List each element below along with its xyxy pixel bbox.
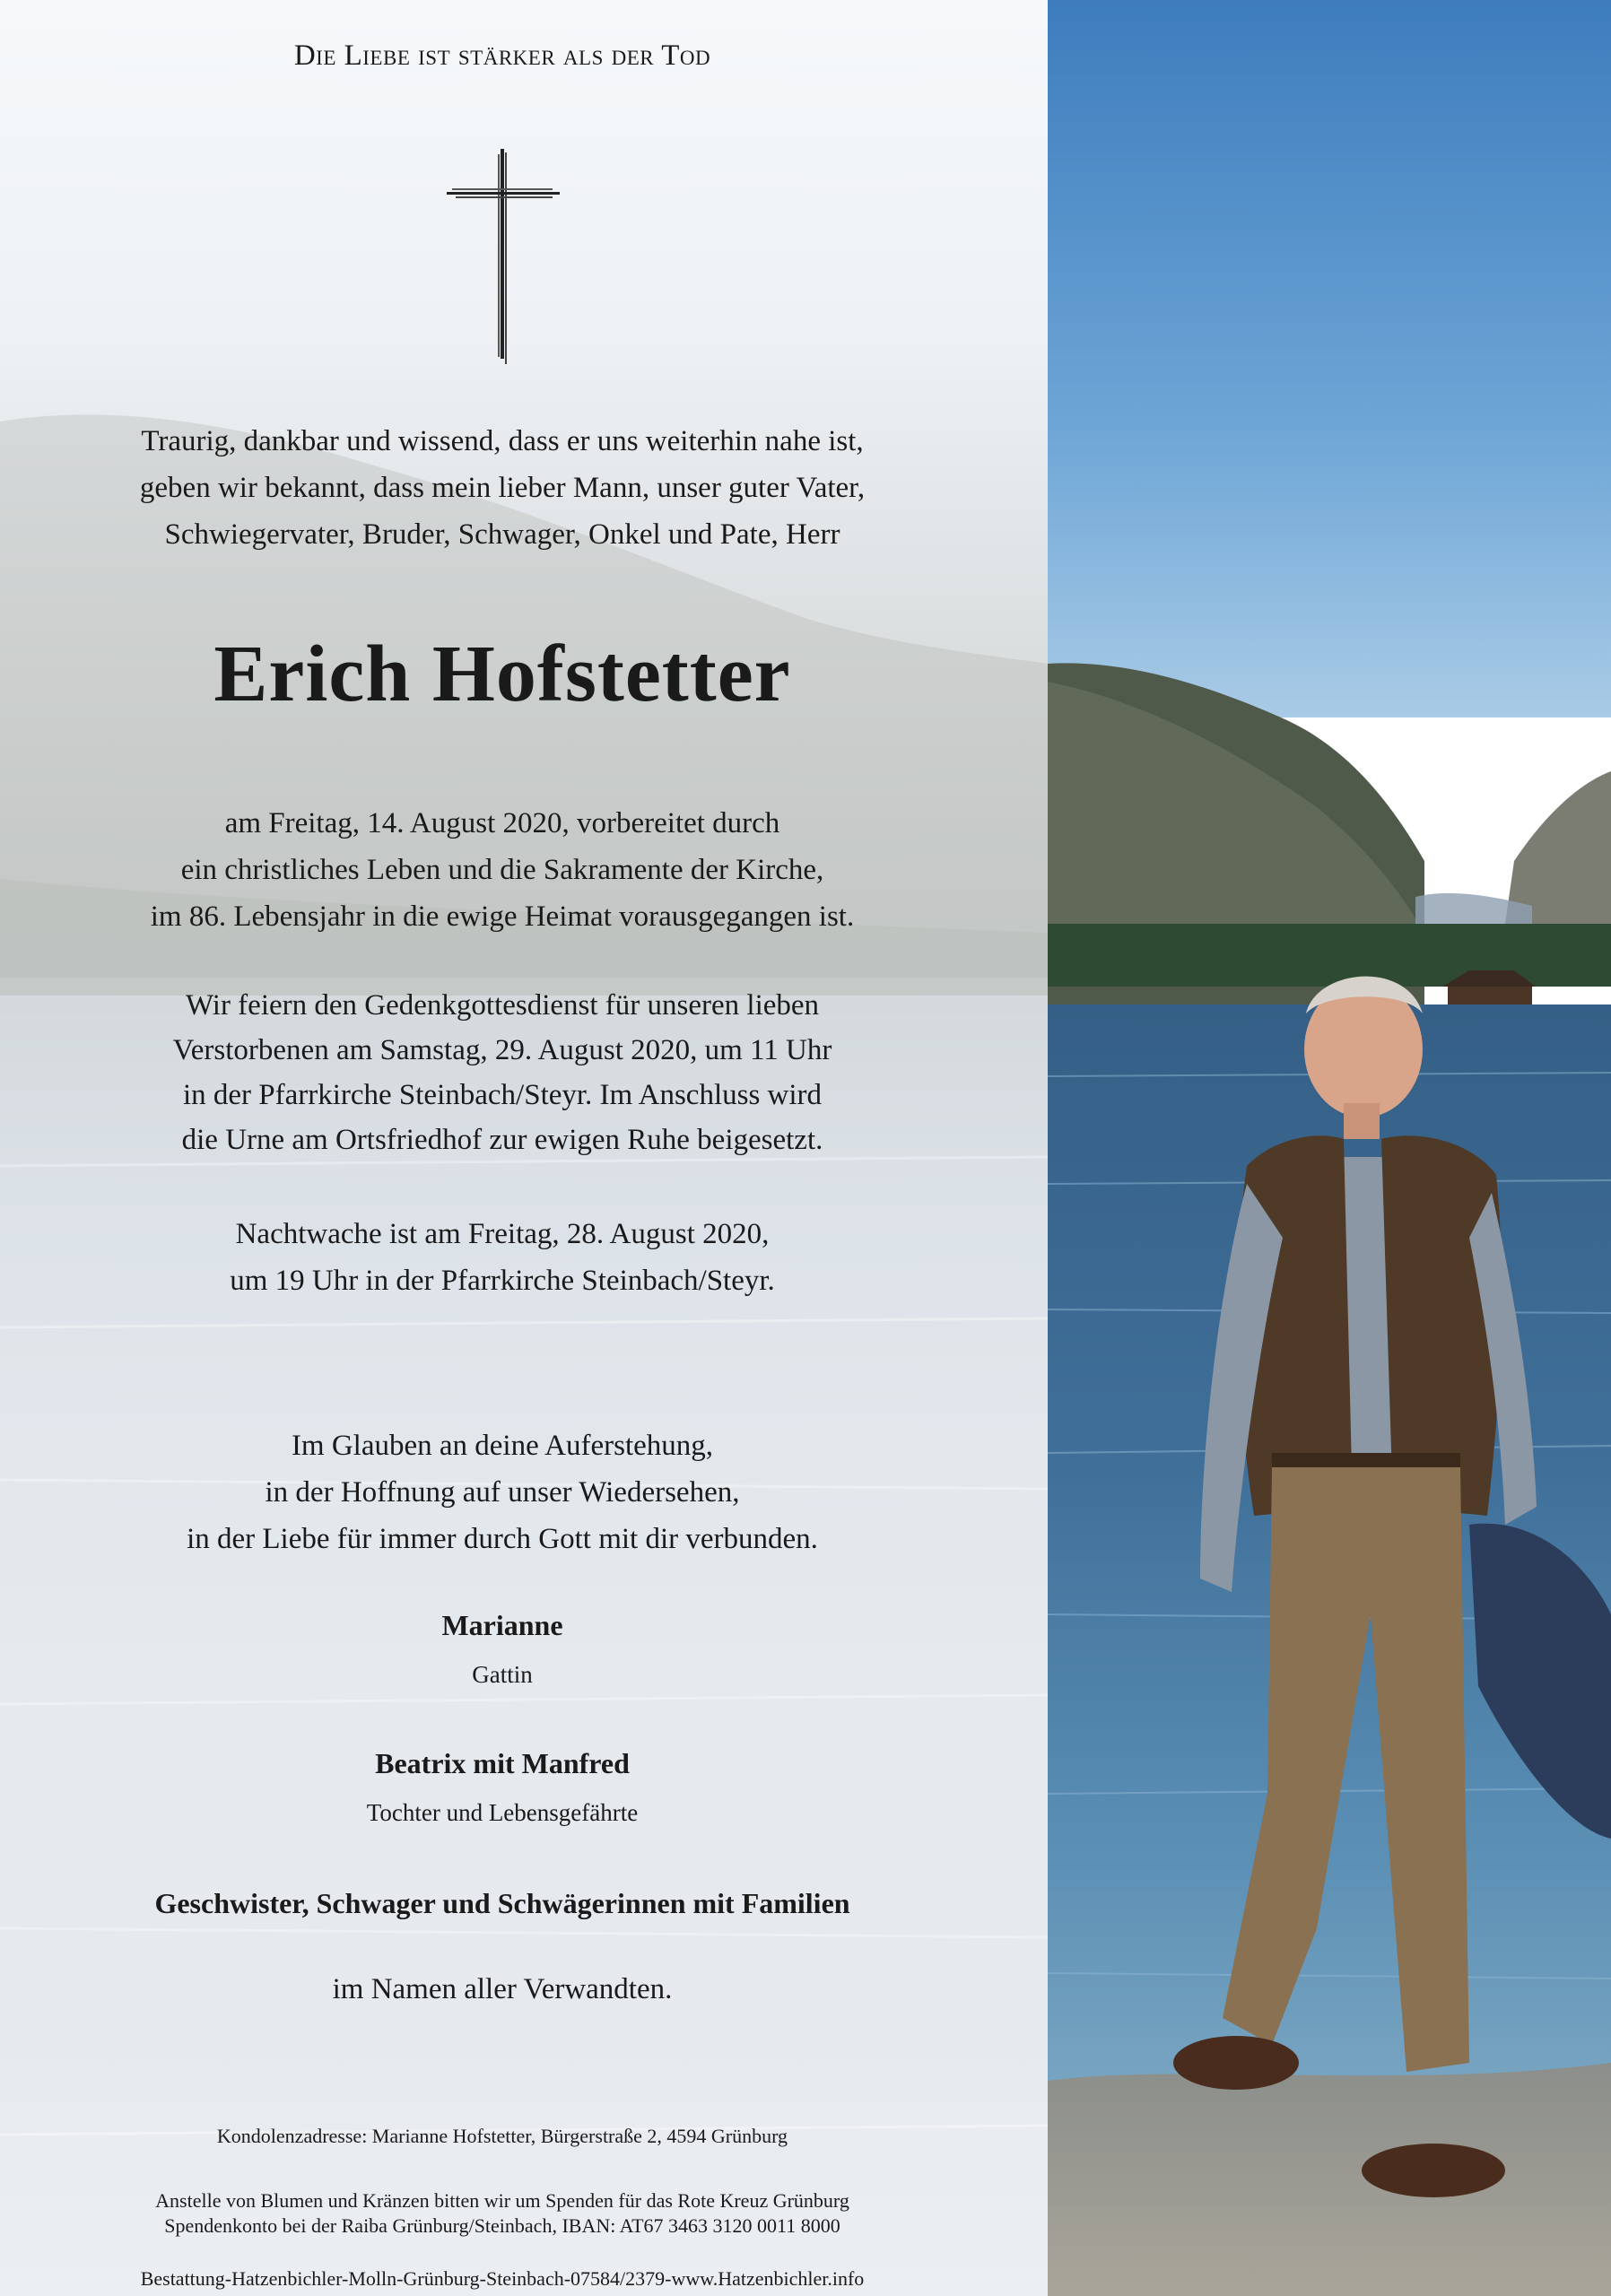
- closing-line: im Namen aller Verwandten.: [332, 1973, 673, 2005]
- vigil-paragraph: [0, 1211, 1005, 1304]
- memorial-service-paragraph: [0, 983, 1005, 1162]
- relative-role: Tochter und Lebensgefährte: [366, 1799, 639, 1826]
- vigil-line: Nachtwache ist am Freitag, 28. August 2020,: [235, 1218, 770, 1250]
- condolence-address: Kondolenzadresse: Marianne Hofstetter, Bürgerstraße 2, 4594 Grünburg: [216, 2125, 788, 2147]
- faith-line: in der Hoffnung auf unser Wiedersehen,: [265, 1476, 740, 1509]
- motto-heading: Die Liebe ist stärker als der Tod: [293, 39, 711, 72]
- cross-icon: [447, 149, 560, 364]
- death-line: am Freitag, 14. August 2020, vorbereitet durch: [224, 807, 780, 839]
- intro-line: Schwiegervater, Bruder, Schwager, Onkel und Pate, Herr: [164, 518, 840, 551]
- service-line: Verstorbenen am Samstag, 29. August 2020, um 11 Uhr: [172, 1034, 832, 1066]
- death-line: ein christliches Leben und die Sakramente der Kirche,: [180, 854, 824, 886]
- donation-note: [0, 2188, 1005, 2239]
- donation-line: Anstelle von Blumen und Kränzen bitten wir um Spenden für das Rote Kreuz Grünburg: [155, 2189, 849, 2212]
- funeral-home-footer: Bestattung-Hatzenbichler-Molln-Grünburg-Steinbach-07584/2379-www.Hatzenbichler.info: [140, 2267, 865, 2290]
- portrait-photo: [1048, 0, 1611, 2296]
- lake-portrait-image: [1048, 0, 1611, 2296]
- relative-role: Gattin: [472, 1661, 533, 1688]
- faith-line: in der Liebe für immer durch Gott mit dir verbunden.: [187, 1523, 818, 1555]
- relative-name: Geschwister, Schwager und Schwägerinnen mit Familien: [154, 1887, 850, 1919]
- intro-line: Traurig, dankbar und wissend, dass er uns weiterhin nahe ist,: [141, 425, 864, 457]
- service-line: die Urne am Ortsfriedhof zur ewigen Ruhe beigesetzt.: [181, 1124, 823, 1156]
- faith-verse: [0, 1422, 1005, 1562]
- intro-line: geben wir bekannt, dass mein lieber Mann, unser guter Vater,: [139, 472, 866, 504]
- death-paragraph: [0, 800, 1005, 940]
- relative-name: Marianne: [441, 1609, 563, 1641]
- faith-line: Im Glauben an deine Auferstehung,: [291, 1430, 714, 1462]
- service-line: Wir feiern den Gedenkgottesdienst für unseren lieben: [185, 989, 820, 1022]
- deceased-name: Erich Hofstetter: [213, 630, 791, 718]
- intro-paragraph: [0, 418, 1005, 558]
- service-line: in der Pfarrkirche Steinbach/Steyr. Im Anschluss wird: [182, 1079, 823, 1111]
- death-line: im 86. Lebensjahr in die ewige Heimat vorausgegangen ist.: [150, 900, 855, 933]
- donation-line: Spendenkonto bei der Raiba Grünburg/Steinbach, IBAN: AT67 3463 3120 0011 8000: [164, 2214, 840, 2237]
- vigil-line: um 19 Uhr in der Pfarrkirche Steinbach/Steyr.: [230, 1265, 775, 1297]
- relative-name: Beatrix mit Manfred: [375, 1747, 630, 1779]
